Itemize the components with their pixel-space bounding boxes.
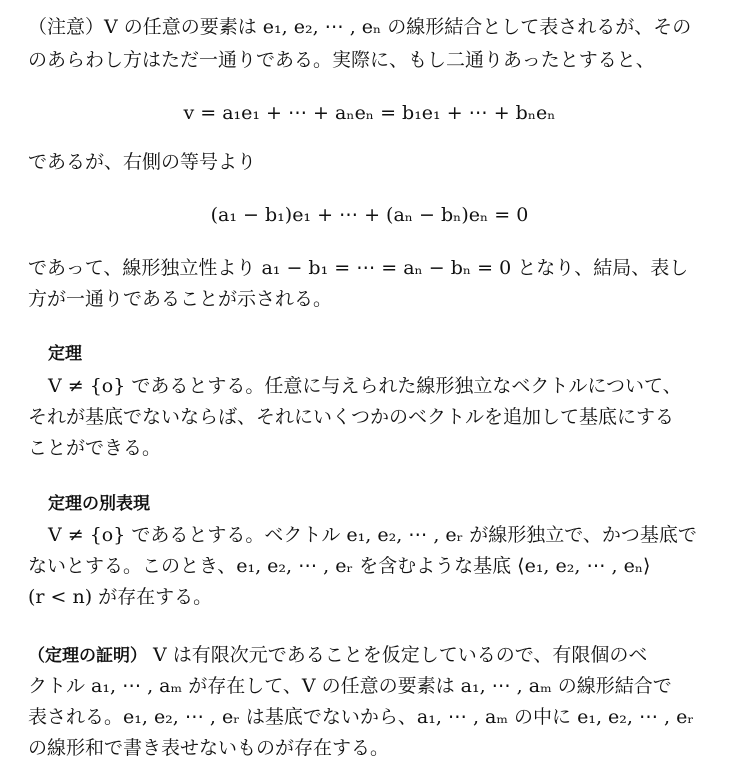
- proof-line-1: [28, 642, 718, 669]
- equation-2: (a₁ − b₁)e₁ + ⋯ + (aₙ − bₙ)eₙ = 0: [210, 204, 529, 226]
- theorem-line-1: V ≠ {o} であるとする。任意に与えられた線形独立なベクトルについて、: [48, 375, 682, 397]
- mid-text: であるが、右側の等号より: [28, 151, 257, 173]
- theorem-alt-line-2: ないとする。このとき、e₁, e₂, ⋯ , eᵣ を含むような基底 ⟨e₁, e₂, ⋯ , eₙ⟩: [28, 555, 651, 577]
- proof-line-4: の線形和で書き表せないものが存在する。: [28, 737, 390, 759]
- theorem-heading: 定理: [48, 344, 82, 364]
- proof-line-3: 表される。e₁, e₂, ⋯ , eᵣ は基底でないから、a₁, ⋯ , aₘ の中に e₁, e₂, ⋯ , eᵣ: [28, 706, 694, 728]
- conclusion-line-2: 方が一通りであることが示される。: [28, 288, 333, 310]
- equation-1: v = a₁e₁ + ⋯ + aₙeₙ = b₁e₁ + ⋯ + bₙeₙ: [183, 102, 556, 124]
- note-line-1: （注意）V の任意の要素は e₁, e₂, ⋯ , eₙ の線形結合として表されるが、その: [28, 16, 692, 38]
- proof-line-1-text: V は有限次元であることを仮定しているので、有限個のベ: [153, 644, 648, 666]
- conclusion-line-1: であって、線形独立性より a₁ − b₁ = ⋯ = aₙ − bₙ = 0 となり、結局、表し: [28, 257, 689, 279]
- theorem-alt-line-3: (r < n) が存在する。: [28, 586, 213, 608]
- theorem-alt-heading: 定理の別表現: [48, 494, 150, 514]
- proof-label: （定理の証明）: [28, 646, 147, 666]
- note-line-2: のあらわし方はただ一通りである。実際に、もし二通りあったとすると、: [28, 49, 655, 71]
- theorem-line-3: ことができる。: [28, 437, 162, 459]
- theorem-line-2: それが基底でないならば、それにいくつかのベクトルを追加して基底にする: [28, 406, 675, 428]
- proof-line-2: クトル a₁, ⋯ , aₘ が存在して、V の任意の要素は a₁, ⋯ , aₘ の線形結合で: [28, 675, 672, 697]
- theorem-alt-line-1: V ≠ {o} であるとする。ベクトル e₁, e₂, ⋯ , eᵣ が線形独立で、かつ基底で: [48, 524, 697, 546]
